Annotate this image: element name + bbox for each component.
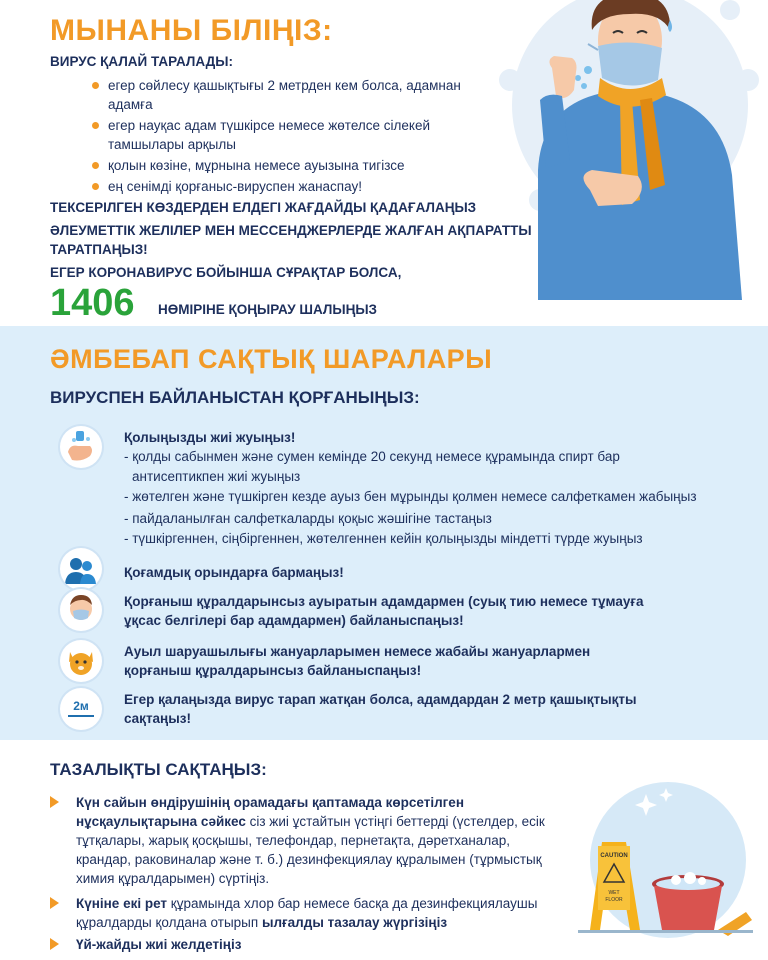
- distance-title-2: сақтаңыз!: [124, 711, 191, 726]
- distance-2m-icon: [60, 688, 102, 730]
- bullet-dot-icon: [92, 183, 99, 190]
- animal-icon: [60, 640, 102, 682]
- arrow-bullet-icon: [50, 938, 59, 950]
- wash-line-2: антисептикпен жиі жуыңыз: [132, 469, 301, 484]
- wash-line-3: - жөтелген және түшкірген кезде ауыз бен мұрынды қолмен немесе салфеткамен жабыңыз: [124, 489, 697, 504]
- section-universal-precautions: [0, 326, 768, 740]
- people-group-icon: [60, 548, 102, 590]
- list-item: егер сөйлесу қашықтығы 2 метрден кем болса, адамнан адамға: [90, 76, 470, 114]
- distance-icon-label: 2м: [73, 699, 89, 713]
- wash-line-5: - түшкіргеннен, сіңбіргеннен, жөтелгеннен кейін қолыңызды міндетті түрде жуыңыз: [124, 531, 643, 546]
- disinfect-line-3: тұтқалары, жарық қосқышы, телефондар, пернетақта, дәретханалар,: [76, 833, 510, 848]
- sick-contact-title-2: ұқсас белгілері бар адамдармен) байланыспаңыз!: [124, 613, 464, 628]
- disinfect-line-4: крандар, раковиналар және т. б.) дезинфекциялау құралымен (тұрмыстық: [76, 852, 542, 867]
- hotline-number: 1406: [50, 282, 135, 324]
- spread-bullet-list: [90, 76, 470, 198]
- animals-contact-title-2: қорғаныш құралдарынсыз байланыспаңыз!: [124, 663, 422, 678]
- disinfect-line-1: Күн сайын өндірушінің орамадағы қаптамада көрсетілген: [76, 795, 464, 810]
- wet-cleaning-line-1: Күніне екі рет құрамында хлор бар немесе басқа да дезинфекциялаушы: [76, 896, 538, 911]
- wash-line-1: - қолды сабынмен және сумен кемінде 20 секунд немесе құрамында спирт бар: [124, 449, 620, 464]
- ventilate-line: Үй-жайды жиі желдетіңіз: [76, 937, 242, 952]
- spread-heading: ВИРУС ҚАЛАЙ ТАРАЛАДЫ:: [50, 54, 233, 69]
- hotline-call-text: НӨМІРІНЕ ҚОҢЫРАУ ШАЛЫҢЫЗ: [158, 302, 378, 317]
- precautions-title: ӘМБЕБАП САҚТЫҚ ШАРАЛАРЫ: [50, 344, 493, 374]
- distance-bar: [68, 715, 94, 717]
- avoid-public-title: Қоғамдық орындарға бармаңыз!: [124, 565, 344, 580]
- sign-floor-text: FLOOR: [605, 897, 623, 903]
- wet-cleaning-line-2: құралдарды қолдана отырып ылғалды тазалау жүргізіңіз: [76, 915, 448, 930]
- list-item: қолын көзіне, мұрнына немесе ауызына тигізсе: [90, 156, 470, 175]
- bullet-dot-icon: [92, 162, 99, 169]
- section-hygiene: [0, 740, 768, 960]
- disinfect-line-5: химия құралдарымен) сүртіңіз.: [76, 871, 270, 886]
- questions-line: ЕГЕР КОРОНАВИРУС БОЙЫНША СҰРАҚТАР БОЛСА,: [50, 265, 402, 280]
- wash-hands-title: Қолыңызды жиі жуыңыз!: [124, 430, 296, 445]
- sick-person-icon: [60, 589, 102, 631]
- sign-wet-text: WET: [608, 890, 620, 896]
- hand-wash-icon: [60, 426, 102, 468]
- bullet-dot-icon: [92, 122, 99, 129]
- list-item: ең сенімді қорғаныс-вируспен жанаспау!: [90, 177, 470, 196]
- wash-line-4: - пайдаланылған салфеткаларды қоқыс жәшігіне тастаңыз: [124, 511, 492, 526]
- no-fake-news-line: ӘЛЕУМЕТТІК ЖЕЛІЛЕР МЕН МЕССЕНДЖЕРЛЕРДЕ ЖАЛҒАН АҚПАРАТТЫ ТАРАТПАҢЫЗ!: [50, 223, 532, 257]
- animals-contact-title-1: Ауыл шаруашылығы жануарларымен немесе жабайы жануарлармен: [124, 644, 591, 659]
- list-item: егер науқас адам түшкірсе немесе жөтелсе сілекей тамшылары арқылы: [90, 116, 470, 154]
- bucket-icon: [652, 872, 724, 930]
- bullet-dot-icon: [92, 82, 99, 89]
- cleaning-illustration: [568, 780, 758, 945]
- official-sources-line: ТЕКСЕРІЛГЕН КӨЗДЕРДЕН ЕЛДЕГІ ЖАҒДАЙДЫ ҚАДАҒАЛАҢЫЗ: [50, 200, 477, 215]
- precautions-subtitle: ВИРУСПЕН БАЙЛАНЫСТАН ҚОРҒАНЫҢЫЗ:: [50, 388, 420, 407]
- section-know-this: [0, 0, 768, 326]
- arrow-bullet-icon: [50, 796, 59, 808]
- sign-caution-text: CAUTION: [600, 853, 628, 859]
- disinfect-line-2: нұсқаулықтарына сәйкес сіз жиі ұстайтын үстіңгі беттерді (үстелдер, есік: [76, 814, 545, 829]
- arrow-bullet-icon: [50, 897, 59, 909]
- distance-title-1: Егер қалаңызда вирус тарап жатқан болса, адамдардан 2 метр қашықтықты: [124, 692, 637, 707]
- face-mask: [598, 42, 662, 85]
- sick-contact-title-1: Қорғаныш құралдарынсыз ауыратын адамдармен (суық тию немесе тұмауға: [124, 594, 644, 609]
- hygiene-title: ТАЗАЛЫҚТЫ САҚТАҢЫЗ:: [50, 760, 267, 779]
- page-title: МЫНАНЫ БІЛІҢІЗ:: [50, 14, 333, 47]
